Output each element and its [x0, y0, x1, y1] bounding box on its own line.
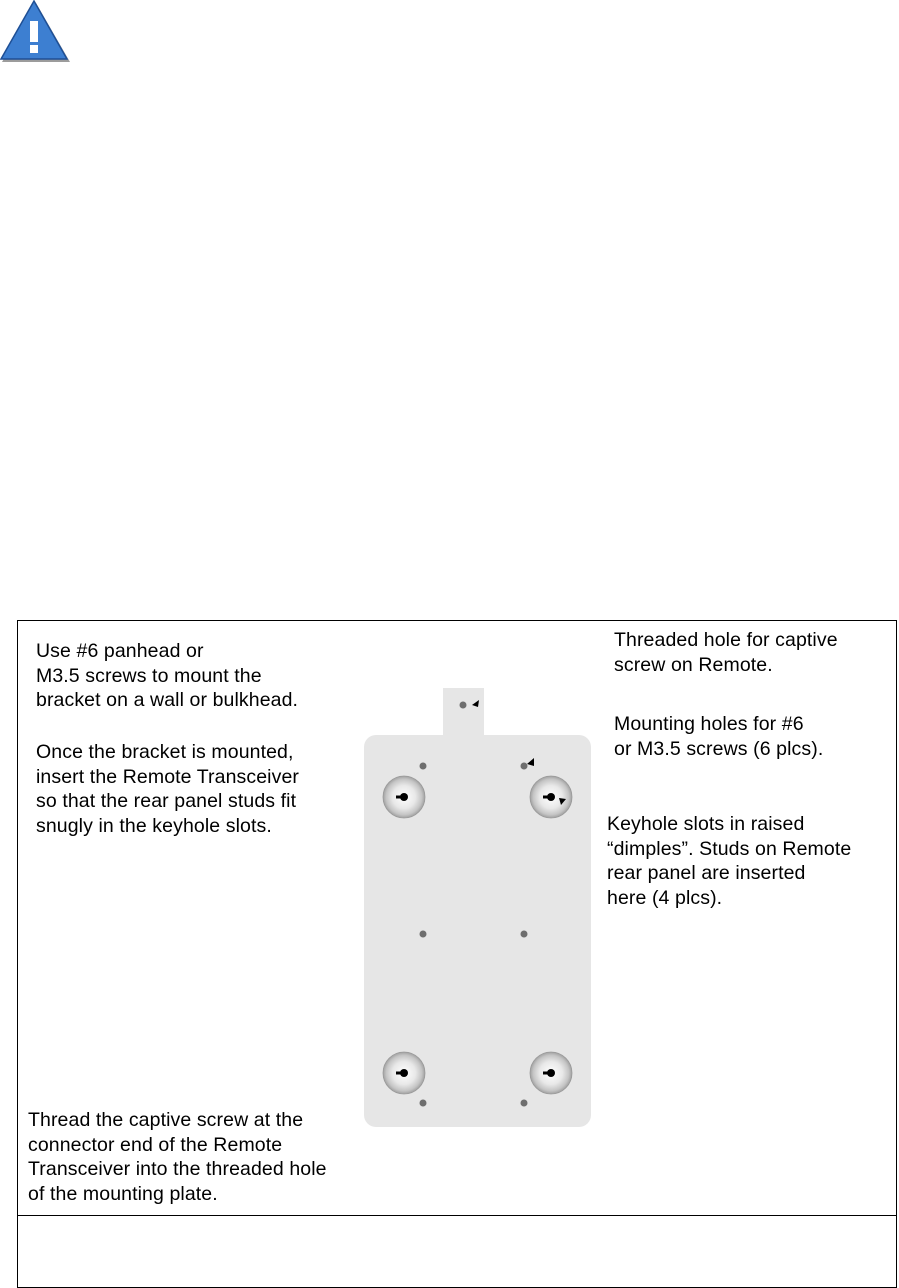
- keyhole-dimple: [383, 776, 425, 818]
- note-mounting-holes: Mounting holes for #6 or M3.5 screws (6 plcs).: [614, 713, 824, 760]
- note-threaded-hole: Threaded hole for captive screw on Remote.: [614, 629, 838, 676]
- note-once-mounted: Once the bracket is mounted, insert the Remote Transceiver so that the rear panel studs fit snugly in the keyhole slots.: [36, 741, 300, 837]
- keyhole-dimple: [530, 776, 572, 818]
- mounting-hole: [420, 1100, 427, 1107]
- keyhole-dimple: [383, 1052, 425, 1094]
- mounting-hole: [521, 931, 528, 938]
- note-keyhole-slots: Keyhole slots in raised “dimples”. Studs on Remote rear panel are inserted here (4 plcs).: [607, 813, 852, 909]
- note-thread-captive: Thread the captive screw at the connector end of the Remote Transceiver into the threaded hole of the mounting plate.: [28, 1109, 327, 1205]
- mounting-hole: [521, 1100, 528, 1107]
- keyhole-dimple: [530, 1052, 572, 1094]
- mounting-hole: [521, 763, 528, 770]
- note-use-screws: Use #6 panhead or M3.5 screws to mount the bracket on a wall or bulkhead.: [36, 640, 299, 711]
- mounting-hole: [420, 763, 427, 770]
- mounting-hole: [420, 931, 427, 938]
- threaded-hole: [460, 702, 467, 709]
